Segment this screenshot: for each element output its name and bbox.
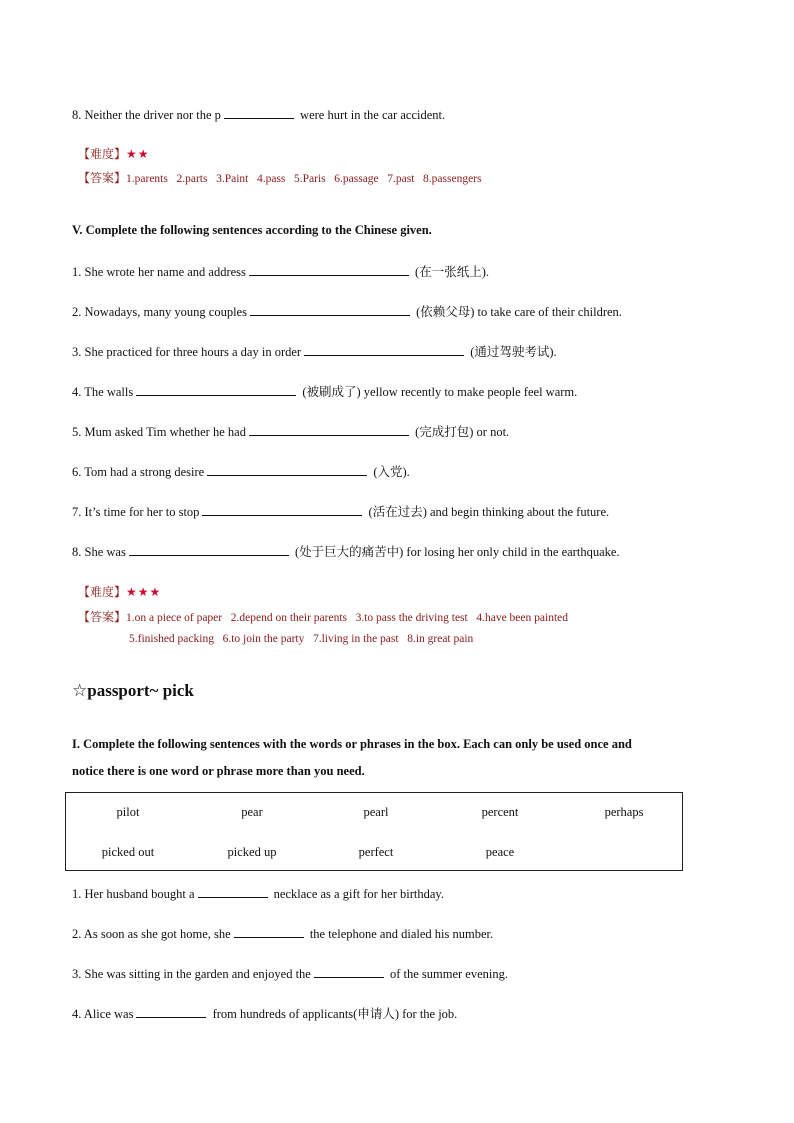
answer-blank[interactable] — [249, 263, 409, 276]
answer-row — [78, 169, 482, 187]
question-text-before: 2. Nowadays, many young couples — [72, 305, 247, 319]
part1-heading-line2: notice there is one word or phrase more than you need. — [72, 764, 365, 778]
question-text-before: 8. She was — [72, 545, 126, 559]
answer-text-line2: 5.finished packing 6.to join the party 7.living in the past 8.in great pain — [129, 633, 474, 645]
answer-blank[interactable] — [198, 885, 268, 898]
question-5-2 — [72, 302, 622, 320]
question-text-before: 5. Mum asked Tim whether he had — [72, 425, 246, 439]
difficulty-stars: ★★★ — [126, 585, 162, 599]
word-box-item: pilot — [116, 805, 140, 819]
question-text-before: 7. It’s time for her to stop — [72, 505, 200, 519]
question-text-after: (通过驾驶考试). — [467, 345, 557, 359]
answer-text: 1.on a piece of paper 2.depend on their parents 3.to pass the driving test 4.have been painted — [126, 612, 568, 624]
answer-blank[interactable] — [202, 503, 362, 516]
question-text-after: from hundreds of applicants(申请人) for the job. — [209, 1007, 458, 1021]
difficulty-stars: ★★ — [126, 147, 150, 161]
word-box-item: picked out — [101, 845, 155, 859]
question-text-after: of the summer evening. — [386, 967, 508, 981]
word-box-item: perhaps — [604, 805, 644, 819]
question-text-after: (活在过去) and begin thinking about the future. — [365, 505, 610, 519]
question-text-after: (入党). — [370, 465, 410, 479]
question-text-after: (在一张纸上). — [411, 265, 489, 279]
question-text-after: (处于巨大的痛苦中) for losing her only child in the earthquake. — [291, 545, 620, 559]
question-text-before: 4. Alice was — [72, 1007, 134, 1021]
question-5-3 — [72, 342, 557, 360]
part1-heading-line1: I. Complete the following sentences with the words or phrases in the box. Each can only be used once and — [72, 737, 632, 751]
question-text-before: 3. She practiced for three hours a day in order — [72, 345, 302, 359]
difficulty-row — [78, 145, 150, 163]
difficulty-label: 【难度】 — [78, 147, 127, 161]
word-box-item: pearl — [363, 805, 389, 819]
word-box-item: percent — [481, 805, 519, 819]
star-icon: ☆ — [72, 681, 88, 700]
question-text-before: 1. Her husband bought a — [72, 887, 195, 901]
part5-heading: V. Complete the following sentences according to the Chinese given. — [72, 223, 432, 237]
answer-blank[interactable] — [304, 343, 464, 356]
question-5-5 — [72, 422, 509, 440]
answer-blank[interactable] — [314, 965, 384, 978]
question-1-4 — [72, 1004, 457, 1022]
question-5-1 — [72, 262, 489, 280]
question-text-before: 1. She wrote her name and address — [72, 265, 246, 279]
answer-blank[interactable] — [234, 925, 304, 938]
difficulty-label: 【难度】 — [78, 585, 127, 599]
answer-blank[interactable] — [136, 383, 296, 396]
question-5-6 — [72, 462, 410, 480]
question-text-after: the telephone and dialed his number. — [306, 927, 494, 941]
word-box-item: perfect — [358, 845, 394, 859]
answer-blank[interactable] — [250, 303, 410, 316]
question-text-before: 8. Neither the driver nor the p — [72, 108, 221, 122]
question-text-before: 2. As soon as she got home, she — [72, 927, 231, 941]
question-5-4 — [72, 382, 577, 400]
question-text-before: 4. The walls — [72, 385, 134, 399]
question-text-after: were hurt in the car accident. — [296, 108, 446, 122]
question-5-8 — [72, 542, 620, 560]
question-text-after: (依赖父母) to take care of their children. — [412, 305, 622, 319]
question-4-8 — [72, 106, 445, 123]
answer-blank[interactable] — [249, 423, 409, 436]
question-1-2 — [72, 925, 493, 942]
section-title-text: passport~ pick — [87, 681, 194, 700]
answer-text: 1.parents 2.parts 3.Paint 4.pass 5.Paris 6.passage 7.past 8.passengers — [126, 173, 482, 185]
answer-blank[interactable] — [129, 543, 289, 556]
question-text-before: 6. Tom had a strong desire — [72, 465, 205, 479]
question-1-1 — [72, 885, 444, 902]
word-box — [65, 792, 683, 871]
question-text-after: (完成打包) or not. — [411, 425, 510, 439]
answer-blank[interactable] — [136, 1005, 206, 1018]
section-title — [72, 681, 194, 701]
answer-label: 【答案】 — [78, 610, 127, 624]
question-5-7 — [72, 502, 609, 520]
word-box-item: peace — [485, 845, 515, 859]
answer-label: 【答案】 — [78, 171, 127, 185]
word-box-item: pear — [241, 805, 263, 819]
answer-row — [78, 608, 568, 626]
answer-blank[interactable] — [224, 106, 294, 119]
answer-blank[interactable] — [207, 463, 367, 476]
question-text-after: (被刷成了) yellow recently to make people feel warm. — [299, 385, 578, 399]
difficulty-row — [78, 583, 161, 601]
question-text-after: necklace as a gift for her birthday. — [270, 887, 444, 901]
question-text-before: 3. She was sitting in the garden and enjoyed the — [72, 967, 311, 981]
word-box-item: picked up — [227, 845, 277, 859]
question-1-3 — [72, 965, 508, 982]
